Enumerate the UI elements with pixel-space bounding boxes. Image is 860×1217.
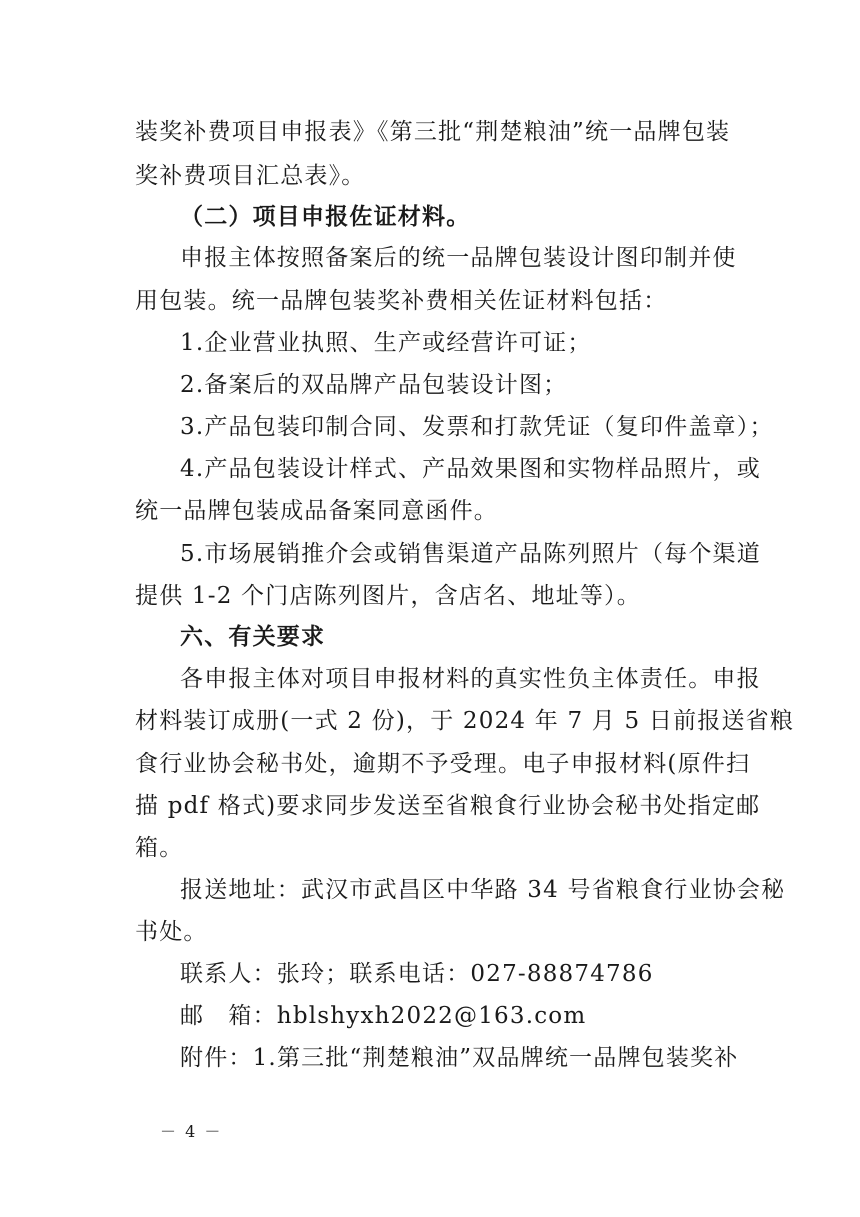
list-item: 5.市场展销推介会或销售渠道产品陈列照片（每个渠道 [180,541,761,567]
text-line: 箱。 [135,835,184,861]
attachment-line: 附件：1.第三批“荆楚粮油”双品牌统一品牌包装奖补 [180,1045,739,1071]
section-heading: 六、有关要求 [180,623,326,650]
text-line: 各申报主体对项目申报材料的真实性负主体责任。申报 [180,666,761,692]
address-line: 报送地址：武汉市武昌区中华路 34 号省粮食行业协会秘 [180,877,786,903]
text-line: 统一品牌包装成品备案同意函件。 [135,498,498,524]
text-line: 装奖补费项目申报表》《第三批“荆楚粮油”统一品牌包装 [135,119,731,145]
text-line: 食行业协会秘书处，逾期不予受理。电子申报材料(原件扫 [135,751,751,777]
text-line: 书处。 [135,919,208,945]
list-item: 2.备案后的双品牌产品包装设计图； [180,372,568,398]
text-line: 申报主体按照备案后的统一品牌包装设计图印制并使 [180,245,737,271]
section-heading: （二）项目申报佐证材料。 [180,203,471,230]
text-line: 用包装。统一品牌包装奖补费相关佐证材料包括： [135,288,668,314]
contact-line: 联系人：张玲；联系电话：027-88874786 [180,961,654,987]
text-line: 材料装订成册(一式 2 份)，于 2024 年 7 月 5 日前报送省粮 [135,708,795,734]
page-number: － 4 － [160,1122,223,1141]
list-item: 1.企业营业执照、生产或经营许可证； [180,330,592,356]
text-line: 描 pdf 格式)要求同步发送至省粮食行业协会秘书处指定邮 [135,793,761,819]
text-line: 奖补费项目汇总表》。 [135,163,366,189]
text-line: 提供 1-2 个门店陈列图片，含店名、地址等）。 [135,583,641,609]
list-item: 4.产品包装设计样式、产品效果图和实物样品照片，或 [180,456,761,482]
email-line: 邮 箱：hblshyxh2022@163.com [180,1003,587,1029]
list-item: 3.产品包装印制合同、发票和打款凭证（复印件盖章）； [180,414,774,440]
